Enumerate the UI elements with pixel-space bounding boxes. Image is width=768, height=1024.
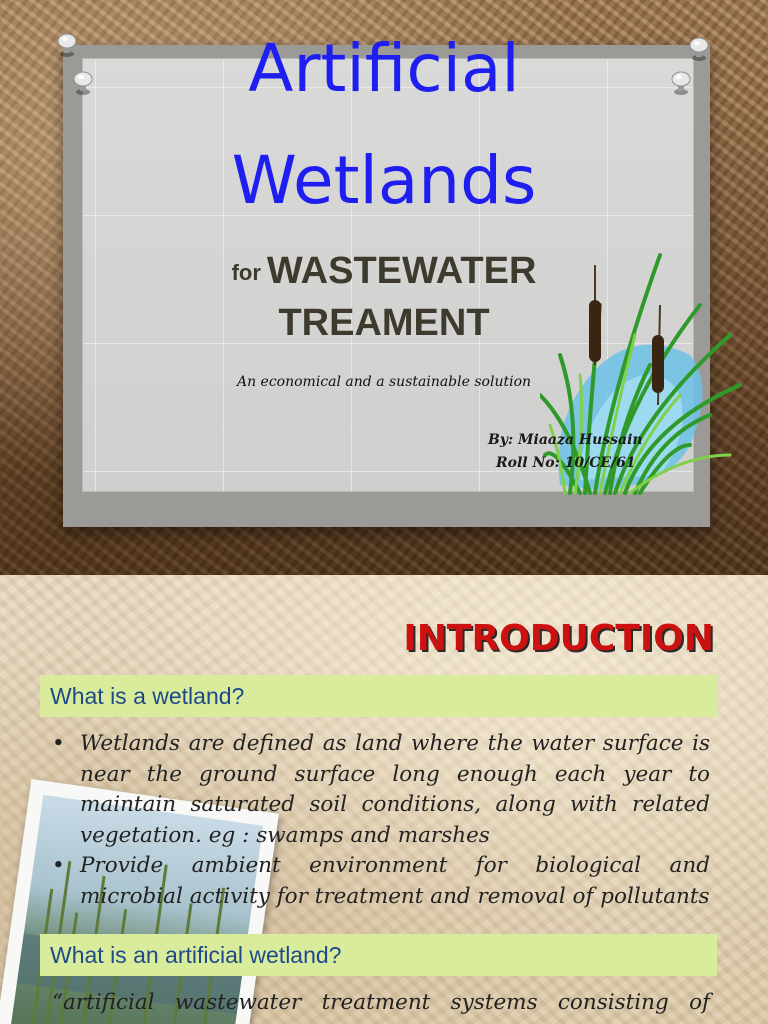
section-title-artificial-wetland: What is an artificial wetland?: [40, 934, 717, 976]
title-line-1: Artificial: [248, 30, 520, 107]
roll-number: Roll No: 10/CE/61: [496, 455, 636, 471]
list-item: • Provide ambient environment for biological and microbial activity for treatment and removal of pollutants: [52, 851, 710, 912]
title-line-2: Wetlands: [231, 142, 537, 219]
introduction-slide: [0, 575, 768, 1024]
slide-heading: INTRODUCTION: [403, 618, 714, 659]
bullet-list: [52, 729, 710, 912]
definition-quote: “artificial wastewater treatment systems consisting of: [52, 990, 710, 1015]
subtitle-prefix: for: [231, 260, 261, 285]
list-item: • Wetlands are defined as land where the water surface is near the ground surface long enough each year to maintain saturated soil conditions, along with related vegetation. eg : swamps and marshes: [52, 729, 710, 851]
section-title-wetland: What is a wetland?: [40, 675, 717, 717]
author: By: Miaaza Hussain: [488, 432, 643, 448]
subtitle-word: WASTEWATER: [266, 250, 537, 292]
subtitle-line-2: TREAMENT: [278, 302, 490, 344]
tagline: An economical and a sustainable solution: [236, 374, 532, 390]
